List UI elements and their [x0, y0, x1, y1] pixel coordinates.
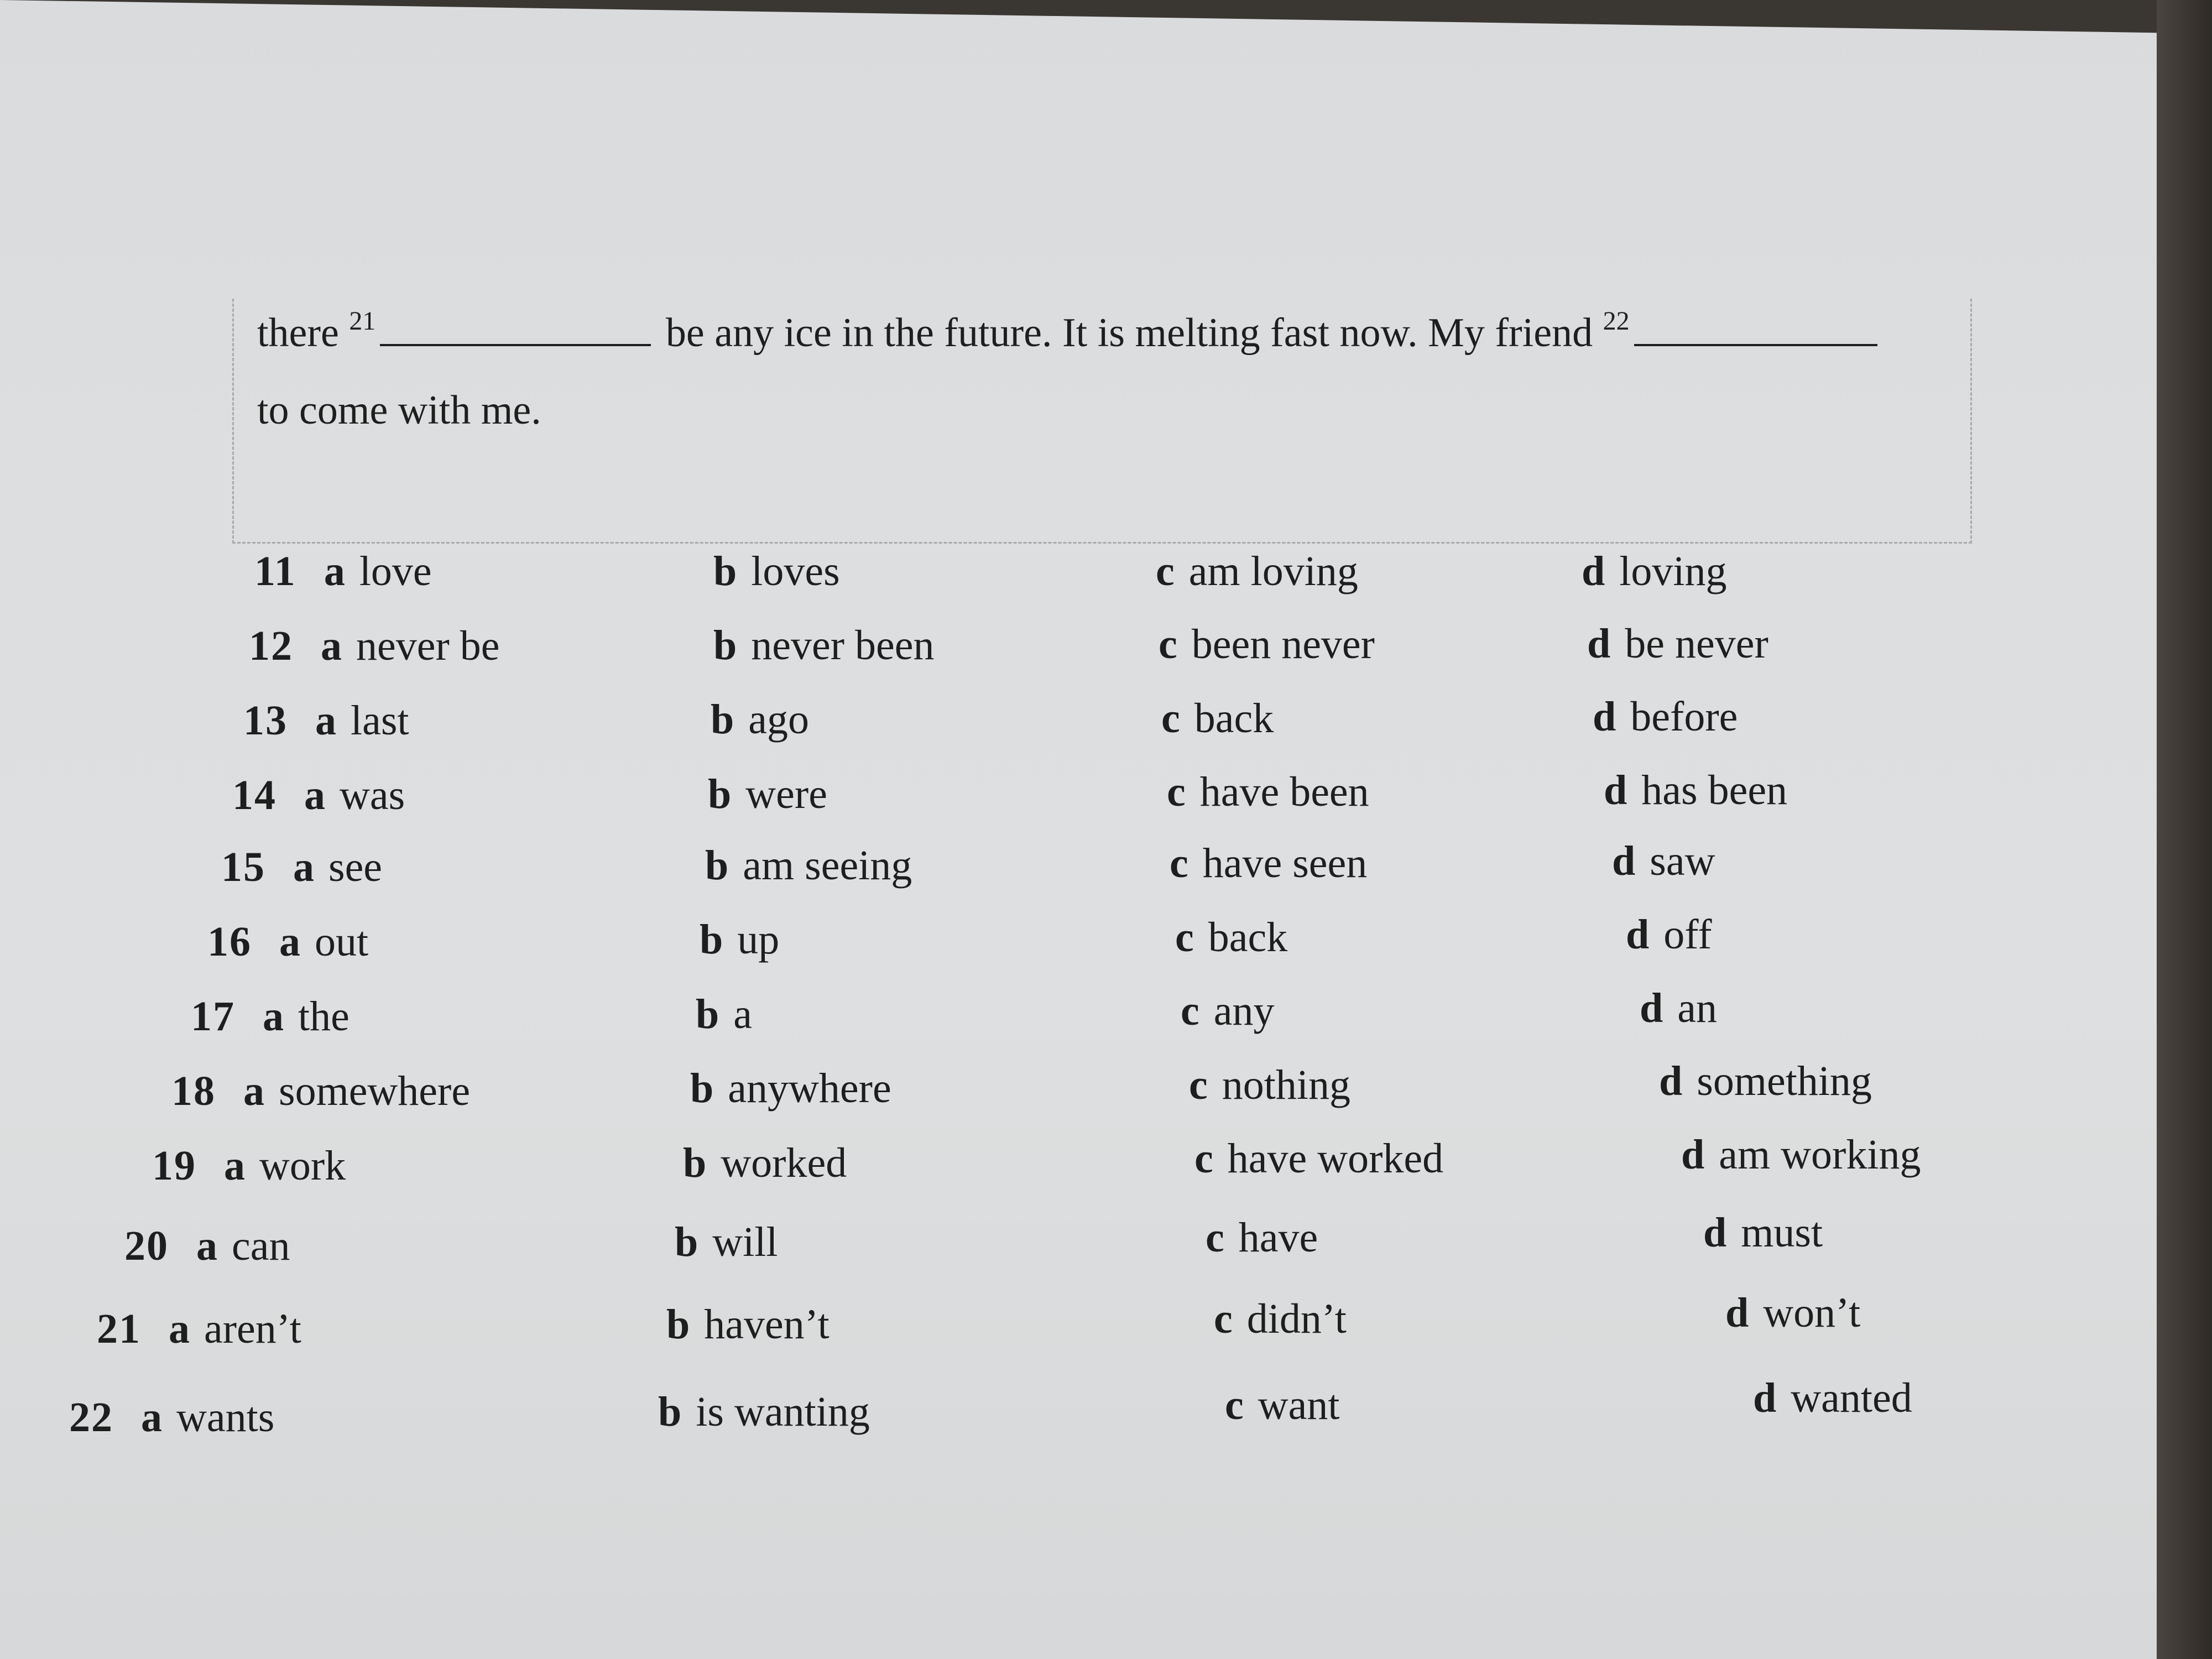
option-text: never been [751, 622, 935, 669]
option-letter: d [1582, 548, 1605, 594]
option-c-q13 [1161, 695, 1274, 743]
option-letter: b [690, 1065, 714, 1112]
option-d-q20 [1703, 1209, 1823, 1257]
option-text: back [1194, 695, 1274, 742]
option-letter: a [169, 1306, 190, 1352]
option-text: is wanting [696, 1389, 870, 1436]
option-text: am loving [1188, 548, 1358, 594]
option-b-q22 [658, 1388, 870, 1436]
option-c-q19 [1194, 1135, 1443, 1183]
option-letter: b [683, 1139, 707, 1186]
option-text: last [351, 697, 409, 744]
option-a-q16 [207, 918, 368, 966]
option-text: be never [1625, 620, 1768, 667]
option-text: the [298, 993, 349, 1040]
option-d-q12 [1587, 620, 1768, 668]
option-a-q21 [97, 1305, 301, 1353]
option-c-q20 [1206, 1214, 1318, 1262]
option-letter: c [1194, 1135, 1213, 1182]
option-text: want [1258, 1381, 1340, 1428]
option-letter: a [263, 993, 284, 1040]
option-letter: d [1681, 1131, 1705, 1178]
option-letter: d [1604, 767, 1627, 814]
option-text: loves [751, 548, 840, 594]
option-b-q20 [675, 1218, 778, 1266]
option-letter: a [279, 919, 300, 965]
option-b-q11 [713, 547, 840, 596]
option-a-q19 [152, 1142, 346, 1190]
option-a-q17 [191, 993, 349, 1041]
option-letter: c [1214, 1295, 1233, 1342]
option-d-q11 [1582, 547, 1727, 596]
option-text: have [1238, 1214, 1318, 1261]
option-text: anywhere [728, 1065, 891, 1112]
option-text: back [1208, 914, 1288, 961]
option-b-q21 [666, 1301, 830, 1349]
option-d-q22 [1753, 1374, 1912, 1422]
option-letter: c [1181, 988, 1199, 1035]
question-number: 12 [249, 623, 293, 669]
option-text: didn’t [1246, 1295, 1347, 1342]
option-text: won’t [1763, 1290, 1861, 1337]
option-letter: d [1725, 1290, 1749, 1337]
option-text: has been [1641, 767, 1788, 814]
option-c-q14 [1167, 768, 1369, 816]
option-d-q18 [1659, 1057, 1872, 1105]
option-text: will [712, 1219, 778, 1266]
option-a-q13 [243, 697, 409, 745]
option-a-q11 [254, 547, 432, 596]
option-c-q16 [1175, 914, 1287, 962]
option-letter: b [700, 916, 723, 963]
option-letter: b [708, 770, 732, 817]
option-text: an [1677, 984, 1718, 1031]
option-letter: c [1189, 1061, 1208, 1108]
option-letter: a [324, 548, 345, 594]
option-text: before [1630, 693, 1738, 740]
option-a-q20 [124, 1222, 290, 1270]
option-letter: c [1161, 695, 1180, 742]
option-c-q12 [1159, 620, 1375, 669]
option-c-q21 [1214, 1295, 1347, 1343]
option-letter: c [1206, 1214, 1224, 1261]
option-letter: a [243, 1068, 264, 1114]
option-text: ago [748, 696, 810, 743]
option-letter: d [1626, 911, 1650, 958]
option-text: loving [1619, 548, 1727, 594]
option-letter: b [711, 696, 734, 743]
option-text: up [737, 916, 780, 963]
option-letter: c [1167, 769, 1186, 816]
option-text: haven’t [704, 1301, 830, 1348]
passage-text: there [257, 310, 339, 356]
option-text: a [733, 990, 753, 1037]
option-letter: d [1587, 620, 1611, 667]
option-b-q14 [708, 770, 827, 818]
option-text: work [259, 1142, 346, 1189]
option-a-q14 [232, 771, 405, 820]
option-d-q17 [1640, 984, 1717, 1032]
question-number: 14 [232, 772, 276, 818]
option-c-q17 [1181, 987, 1274, 1035]
option-a-q22 [69, 1394, 274, 1442]
option-text: wanted [1791, 1374, 1912, 1421]
option-letter: b [696, 990, 719, 1037]
option-letter: a [315, 697, 336, 744]
answer-blank-22 [1634, 316, 1877, 346]
option-letter: c [1159, 621, 1177, 668]
question-number: 13 [243, 697, 288, 744]
option-letter: c [1175, 914, 1194, 961]
option-d-q15 [1612, 837, 1715, 885]
gap-number-22: 22 [1603, 306, 1630, 336]
option-letter: d [1612, 838, 1636, 884]
option-text: have worked [1227, 1135, 1444, 1182]
option-b-q16 [700, 916, 779, 964]
option-d-q21 [1725, 1289, 1860, 1337]
option-text: worked [721, 1139, 847, 1186]
option-text: am seeing [743, 842, 912, 889]
option-text: wants [176, 1394, 275, 1441]
question-number: 19 [152, 1142, 196, 1189]
option-letter: a [196, 1223, 217, 1269]
option-text: have been [1199, 769, 1369, 816]
option-letter: a [321, 623, 342, 669]
option-text: out [315, 919, 369, 965]
option-letter: c [1225, 1381, 1244, 1428]
desk-background [2157, 0, 2212, 1659]
option-letter: b [666, 1301, 690, 1348]
option-text: something [1697, 1058, 1872, 1105]
question-number: 16 [207, 919, 252, 965]
option-text: love [359, 548, 432, 594]
option-a-q15 [221, 843, 382, 891]
option-letter: b [713, 548, 737, 594]
option-letter: d [1640, 984, 1663, 1031]
option-letter: d [1753, 1374, 1777, 1421]
option-text: can [232, 1223, 290, 1269]
option-text: aren’t [204, 1306, 301, 1352]
option-letter: d [1593, 693, 1616, 740]
option-letter: a [224, 1142, 245, 1189]
option-text: been never [1191, 621, 1375, 668]
question-number: 17 [191, 993, 235, 1040]
option-text: see [328, 844, 383, 890]
option-text: never be [356, 623, 500, 669]
option-letter: b [675, 1219, 698, 1266]
question-number: 18 [171, 1068, 216, 1114]
option-text: nothing [1222, 1061, 1350, 1108]
option-letter: c [1156, 548, 1175, 594]
option-c-q18 [1189, 1061, 1350, 1109]
question-number: 11 [254, 548, 296, 594]
option-text: must [1741, 1209, 1823, 1256]
question-number: 21 [97, 1306, 141, 1352]
option-text: off [1663, 911, 1712, 958]
answer-blank-21 [380, 316, 651, 346]
option-b-q18 [690, 1065, 891, 1113]
option-a-q12 [249, 622, 500, 670]
option-text: any [1213, 988, 1275, 1035]
option-a-q18 [171, 1067, 470, 1115]
option-d-q16 [1626, 911, 1712, 959]
option-c-q22 [1225, 1381, 1339, 1430]
option-b-q13 [711, 696, 809, 744]
option-letter: a [141, 1394, 162, 1441]
option-letter: b [713, 622, 737, 669]
option-b-q15 [705, 842, 912, 890]
option-letter: d [1703, 1209, 1727, 1256]
gap-number-21: 21 [349, 306, 376, 336]
option-d-q19 [1681, 1131, 1921, 1179]
option-b-q12 [713, 622, 935, 670]
option-text: have seen [1202, 840, 1368, 886]
option-letter: a [293, 844, 314, 890]
option-text: somewhere [279, 1068, 471, 1114]
passage-text: be any ice in the future. It is melting fast now. My friend [665, 310, 1593, 356]
option-c-q11 [1156, 547, 1358, 596]
option-b-q17 [696, 990, 752, 1039]
option-b-q19 [683, 1139, 847, 1187]
question-number: 22 [69, 1394, 113, 1441]
option-c-q15 [1170, 839, 1367, 888]
option-letter: d [1659, 1058, 1683, 1105]
passage-line-1 [257, 306, 1882, 357]
option-letter: b [658, 1389, 682, 1436]
option-letter: a [304, 772, 325, 818]
question-number: 20 [124, 1223, 169, 1269]
option-letter: b [705, 842, 729, 889]
option-text: am working [1719, 1131, 1921, 1178]
option-d-q14 [1604, 766, 1787, 815]
option-text: saw [1650, 838, 1715, 884]
option-d-q13 [1593, 693, 1738, 741]
question-number: 15 [221, 844, 265, 890]
option-text: was [340, 772, 405, 818]
passage-line-2: to come with me. [257, 388, 541, 433]
option-text: were [745, 770, 827, 817]
option-letter: c [1170, 840, 1188, 886]
